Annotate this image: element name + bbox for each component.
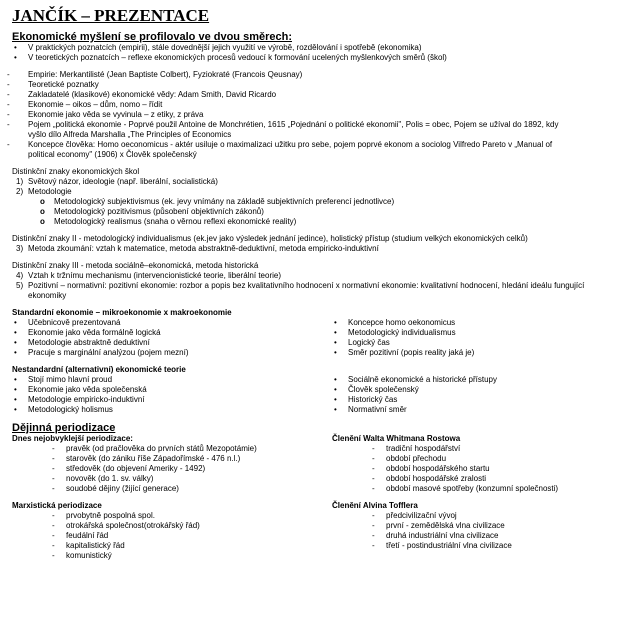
item-number: 5) [16, 281, 24, 290]
list-item [6, 281, 616, 301]
distinctive-list-2 [6, 244, 616, 254]
list-item [6, 244, 616, 254]
today-periodization [6, 434, 326, 494]
alternative-economics-heading: Nestandardní (alternativní) ekonomické teorie [12, 365, 186, 374]
list-item: • Metodologický holismus [6, 405, 326, 415]
marxist-periodization [6, 501, 326, 561]
list-item: • Metodologický individualismus [326, 328, 616, 338]
rostow-periodization-heading: Členění Walta Whitmana Rostowa [332, 434, 461, 443]
marxist-periodization-list [6, 511, 326, 561]
list-item: - období hospodářské zralosti [326, 474, 616, 484]
alternative-right-list [326, 375, 616, 415]
list-item: - Ekonomie – oikos – dům, nomo – řídit [6, 100, 616, 110]
list-item: - období hospodářského startu [326, 464, 616, 474]
list-item: • Stojí mimo hlavní proud [6, 375, 326, 385]
list-item: - Ekonomie jako věda se vyvinula – z etiky, z práva [6, 110, 616, 120]
item-text: Pozitivní – normativní: pozitivní ekonomie: rozbor a popis bez kvalitativního hodnocení x normativní ekonomie: kvalitativní hodnocení, hledání ideálu fungující ekonomiky [28, 281, 585, 300]
list-item: - první - zemědělská vlna civilizace [326, 521, 616, 531]
distinctive-list-1 [6, 177, 616, 227]
list-item: • Člověk společenský [326, 385, 616, 395]
list-item: - předcivilizační vývoj [326, 511, 616, 521]
alternative-economics-columns [6, 375, 616, 415]
history-notes-list [6, 70, 616, 160]
today-periodization-heading: Dnes nejobvyklejší periodizace: [12, 434, 133, 443]
toffler-periodization [326, 501, 616, 561]
list-item: • Normativní směr [326, 405, 616, 415]
list-item: • Metodologie empiricko-induktivní [6, 395, 326, 405]
item-text: Metoda zkoumání: vztah k matematice, metoda abstraktně-deduktivní, metoda empiricko-induktivní [28, 244, 379, 253]
list-item: - třetí - postindustriální vlna civilizace [326, 541, 616, 551]
list-item: - novověk (do 1. sv. války) [6, 474, 326, 484]
list-item: • Logický čas [326, 338, 616, 348]
item-text: Vztah k tržnímu mechanismu (intervencionistické teorie, liberální teorie) [28, 271, 281, 280]
list-item: - Zakladatelé (klasikové) ekonomické vědy: Adam Smith, David Ricardo [6, 90, 616, 100]
list-item: - Koncepce člověka: Homo oeconomicus - aktér usiluje o maximalizaci užitku pro sebe, pojem poprvé ekonom a sociolog Vilfredo Pareto v „Manual of political economy" (1906) x Člověk společenský [6, 140, 616, 160]
item-number: 3) [16, 244, 24, 253]
list-item: • Sociálně ekonomické a historické přístupy [326, 375, 616, 385]
toffler-periodization-heading: Členění Alvina Tofflera [332, 501, 418, 510]
list-item: - kapitalistický řád [6, 541, 326, 551]
list-item [6, 271, 616, 281]
list-item: - prvobytně pospolná spol. [6, 511, 326, 521]
today-periodization-list [6, 444, 326, 494]
sub-item: o Metodologický subjektivismus (ek. jevy vnímány na základě subjektivních preferencí jednotlivce) [6, 197, 616, 207]
toffler-periodization-list [326, 511, 616, 551]
periodization-columns-bottom [6, 501, 616, 561]
list-item: - starověk (do zániku říše Západořímské - 476 n.l.) [6, 454, 326, 464]
list-item: • Ekonomie jako věda společenská [6, 385, 326, 395]
two-directions-list [6, 43, 616, 63]
list-item: • Metodologie abstraktně deduktivní [6, 338, 326, 348]
list-item: - komunistický [6, 551, 326, 561]
standard-right-list [326, 318, 616, 358]
list-item: • Koncepce homo oekonomicus [326, 318, 616, 328]
list-item [6, 177, 616, 187]
rostow-periodization [326, 434, 616, 494]
alternative-left-list [6, 375, 326, 415]
section-heading-two-directions: Ekonomické myšlení se profilovalo ve dvou směrech: [12, 31, 292, 43]
item-text: Světový názor, ideologie (např. liberální, socialistická) [28, 177, 218, 186]
sub-item: o Metodologický pozitivismus (působení objektivních zákonů) [6, 207, 616, 217]
historical-periodization-heading: Dějinná periodizace [12, 422, 116, 434]
list-item [6, 187, 616, 197]
list-item: - středověk (do objevení Ameriky - 1492) [6, 464, 326, 474]
marxist-periodization-heading: Marxistická periodizace [12, 501, 102, 510]
item-number: 4) [16, 271, 24, 280]
list-item: - období přechodu [326, 454, 616, 464]
distinctive-heading-3: Distinkční znaky III - metoda sociálně–ekonomická, metoda historická [12, 261, 259, 270]
item-text: Metodologie [28, 187, 72, 196]
rostow-periodization-list [326, 444, 616, 494]
list-item: - tradiční hospodářství [326, 444, 616, 454]
item-number: 2) [16, 187, 24, 196]
standard-economics-columns [6, 318, 616, 358]
document-title: JANČÍK – PREZENTACE [12, 6, 210, 25]
list-item: • Historický čas [326, 395, 616, 405]
list-item: - soudobé dějiny (žijící generace) [6, 484, 326, 494]
list-item: - období masové spotřeby (konzumní společnosti) [326, 484, 616, 494]
list-item: - Empirie: Merkantilisté (Jean Baptiste Colbert), Fyziokraté (Francois Qeusnay) [6, 70, 616, 80]
list-item: • Učebnicově prezentovaná [6, 318, 326, 328]
list-item: • Pracuje s marginální analýzou (pojem mezní) [6, 348, 326, 358]
periodization-columns-top [6, 434, 616, 494]
distinctive-heading-1: Distinkční znaky ekonomických škol [12, 167, 140, 176]
list-item: - feudální řád [6, 531, 326, 541]
list-item: - Teoretické poznatky [6, 80, 616, 90]
list-item: - otrokářská společnost(otrokářský řád) [6, 521, 326, 531]
standard-left-list [6, 318, 326, 358]
list-item: • Ekonomie jako věda formálně logická [6, 328, 326, 338]
list-item: • Směr pozitivní (popis reality jaká je) [326, 348, 616, 358]
list-item: • V praktických poznatcích (empirii), stále dovednější jejich využití ve výrobě, rozdělování i spotřebě (ekonomika) [6, 43, 616, 53]
sub-item: o Metodologický realismus (snaha o věrnou reflexi ekonomické reality) [6, 217, 616, 227]
list-item: - pravěk (od pračlověka do prvních států Mezopotámie) [6, 444, 326, 454]
distinctive-heading-2: Distinkční znaky II - metodologický individualismus (ek.jev jako výsledek jednání jedince), holistický přístup (studium velkých ekonomických celků) [12, 234, 528, 243]
item-number: 1) [16, 177, 24, 186]
list-item: - druhá industriální vlna civilizace [326, 531, 616, 541]
list-item: • V teoretických poznatcích – reflexe ekonomických procesů vedoucí k formování ucelených myšlenkových směrů (škol) [6, 53, 616, 63]
distinctive-list-3 [6, 271, 616, 301]
list-item: - Pojem „politická ekonomie - Poprvé použil Antoine de Monchrétien, 1615 „Pojednání o politické ekonomii", Polis = obec, Pojem se užíval do 1892, kdy vyšlo dílo Alfreda Marshalla „The Principles of Economics [6, 120, 616, 140]
standard-economics-heading: Standardní ekonomie – mikroekonomie x makroekonomie [12, 308, 232, 317]
